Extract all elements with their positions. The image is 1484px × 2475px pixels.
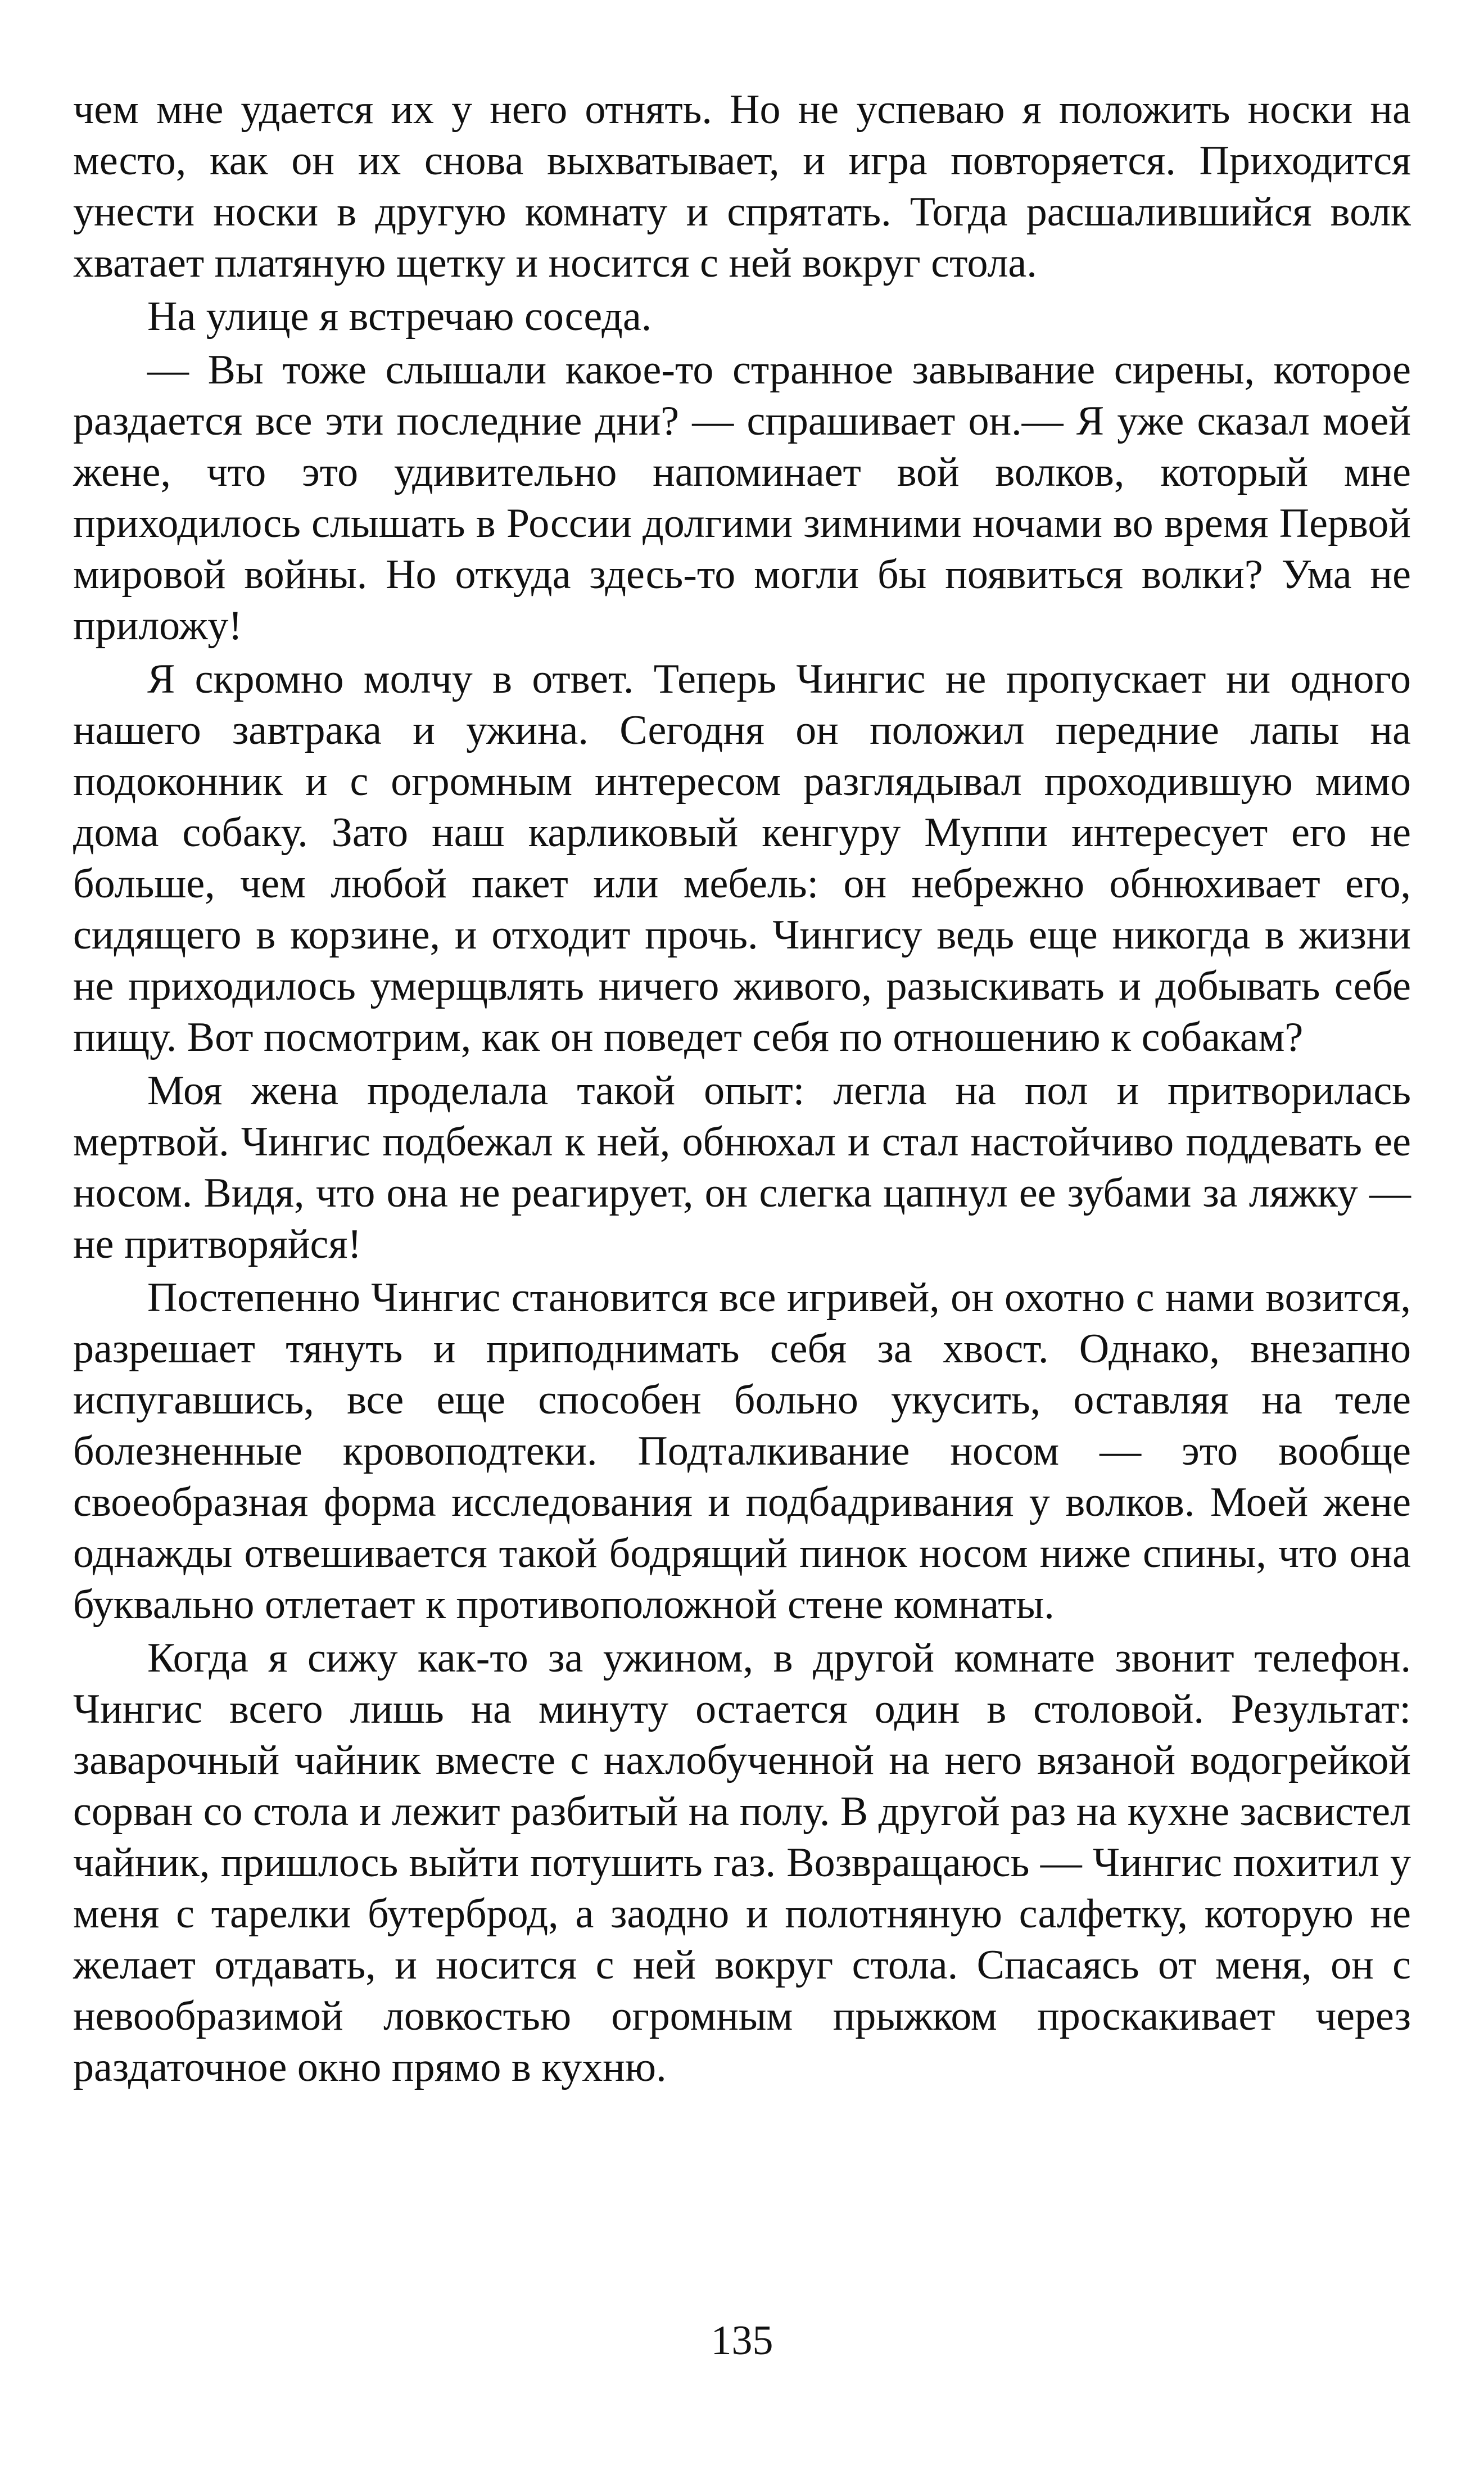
page-text <box>73 84 1411 2095</box>
paragraph-supper-incident: Когда я сижу как-то за ужином, в другой комнате звонит телефон. Чингис всего лишь на минуту остается один в столовой. Результат: заварочный чайник вместе с нахлобученной на него вязаной водогрейкой сорван со стола и лежит разбитый на полу. В другой раз на кухне засвистел чайник, пришлось выйти потушить газ. Возвращаюсь — Чингис похитил у меня с тарелки бутерброд, а заодно и полотняную салфетку, которую не желает отдавать, и носится с ней вокруг стола. Спасаясь от меня, он с невообразимой ловкостью огромным прыжком проскакивает через раздаточное окно прямо в кухню. <box>73 1635 1411 2090</box>
paragraph-neighbor-meeting: На улице я встречаю соседа. <box>147 293 652 340</box>
page-number: 135 <box>711 2318 773 2364</box>
paragraph-wife-experiment: Моя жена проделала такой опыт: легла на пол и притворилась мертвой. Чингис подбежал к ней, обнюхал и стал настойчиво поддевать ее носом. Видя, что она не реагирует, он слегка цапнул ее зубами за ляжку — не притворяйся! <box>73 1068 1411 1267</box>
paragraph-neighbor-speech: — Вы тоже слышали какое-то странное завывание сирены, которое раздается все эти последние дни? — спрашивает он.— Я уже сказал моей жене, что это удивительно напоминает вой волков, который мне приходилось слышать в России долгими зимними ночами во время Первой мировой войны. Но откуда здесь-то могли бы появиться волки? Ума не приложу! <box>73 347 1411 649</box>
paragraph-socks-game: чем мне удается их у него отнять. Но не успеваю я положить носки на место, как он их снова выхватывает, и игра повторяется. Приходится унести носки в другую комнату и спрятать. Тогда расшалившийся волк хватает платяную щетку и носится с ней вокруг стола. <box>73 87 1411 286</box>
paragraph-chingis-meals: Я скромно молчу в ответ. Теперь Чингис не пропускает ни одного нашего завтрака и ужина. Сегодня он положил передние лапы на подоконник и с огромным интересом разглядывал проходившую мимо дома собаку. Зато наш карликовый кенгуру Муппи интересует его не больше, чем любой пакет или мебель: он небрежно обнюхивает его, сидящего в корзине, и отходит прочь. Чингису ведь еще никогда в жизни не приходилось умерщвлять ничего живого, разыскивать и добывать себе пищу. Вот посмотрим, как он поведет себя по отношению к собакам? <box>73 656 1411 1060</box>
paragraph-playfulness: Постепенно Чингис становится все игривей, он охотно с нами возится, разрешает тянуть и приподнимать себя за хвост. Однако, внезапно испугавшись, все еще способен больно укусить, оставляя на теле болезненные кровоподтеки. Подталкивание носом — это вообще своеобразная форма исследования и подбадривания у волков. Моей жене однажды отвешивается такой бодрящий пинок носом ниже спины, что она буквально отлетает к противоположной стене комнаты. <box>73 1275 1411 1628</box>
